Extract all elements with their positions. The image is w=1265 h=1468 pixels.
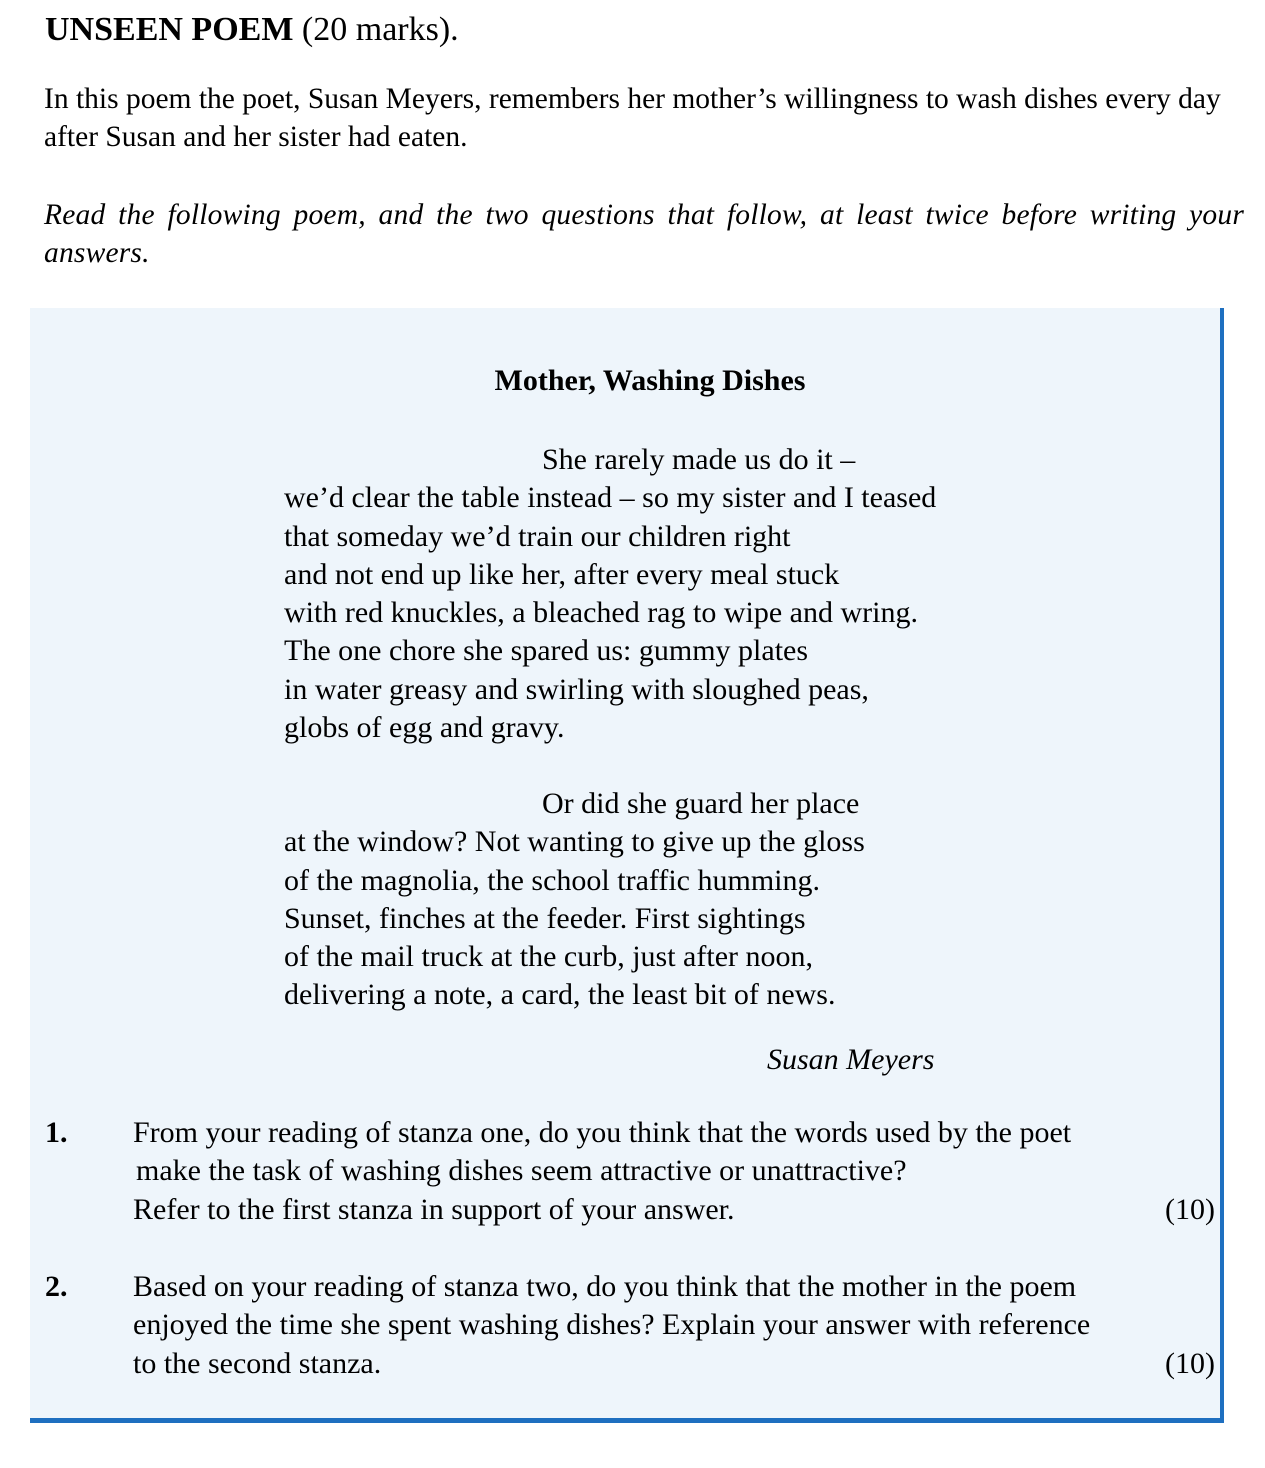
question-number: 1. [45, 1116, 68, 1149]
poem-title: Mother, Washing Dishes [494, 364, 806, 397]
poem-line: The one chore she spared us: gummy plates [284, 634, 809, 668]
poem-introduction [44, 80, 1239, 156]
instruction-text: Read the following poem, and the two questions that follow, at least twice before writing your answers. [44, 199, 1244, 269]
question-line: From your reading of stanza one, do you think that the words used by the poet [133, 1116, 1072, 1149]
question-marks: (10) [1165, 1346, 1215, 1380]
question-line: enjoyed the time she spent washing dishes? Explain your answer with reference [133, 1308, 1091, 1342]
poem-line: of the magnolia, the school traffic humming. [284, 863, 820, 897]
question-marks: (10) [1165, 1192, 1215, 1226]
question-text [133, 1268, 1213, 1383]
poem-line: in water greasy and swirling with sloughed peas, [284, 672, 869, 706]
section-title: UNSEEN POEM [45, 11, 294, 48]
question-line: Based on your reading of stanza two, do you think that the mother in the poem [133, 1270, 1077, 1303]
question-line: to the second stanza. [133, 1346, 382, 1380]
question-text [133, 1114, 1213, 1229]
poem-line: She rarely made us do it – [542, 443, 856, 476]
poem-line: with red knuckles, a bleached rag to wipe and wring. [284, 596, 918, 630]
poem-line: Sunset, finches at the feeder. First sightings [284, 901, 806, 935]
section-marks: (20 marks). [301, 11, 459, 48]
reading-instruction [44, 196, 1244, 272]
intro-text: In this poem the poet, Susan Meyers, remembers her mother’s willingness to wash dishes every day after Susan and her sister had eaten. [44, 83, 1221, 153]
question-number: 2. [45, 1270, 68, 1303]
poem-line: and not end up like her, after every meal stuck [284, 557, 840, 591]
poem-line: globs of egg and gravy. [284, 711, 565, 745]
poem-line: delivering a note, a card, the least bit of news. [284, 978, 836, 1012]
poem-line: of the mail truck at the curb, just after noon, [284, 940, 813, 974]
poem-line: Or did she guard her place [542, 787, 860, 820]
stanza-one [284, 441, 936, 747]
question-line: Refer to the first stanza in support of your answer. [133, 1192, 735, 1226]
poem-line: we’d clear the table instead – so my sister and I teased [284, 481, 937, 515]
poem-line: at the window? Not wanting to give up the gloss [284, 825, 865, 859]
poem-panel [30, 308, 1224, 1423]
poem-line: that someday we’d train our children right [284, 519, 791, 553]
exam-section-header [45, 8, 459, 52]
poem-author: Susan Meyers [767, 1043, 935, 1076]
stanza-two [284, 785, 865, 1015]
question-line: make the task of washing dishes seem attractive or unattractive? [136, 1154, 907, 1188]
